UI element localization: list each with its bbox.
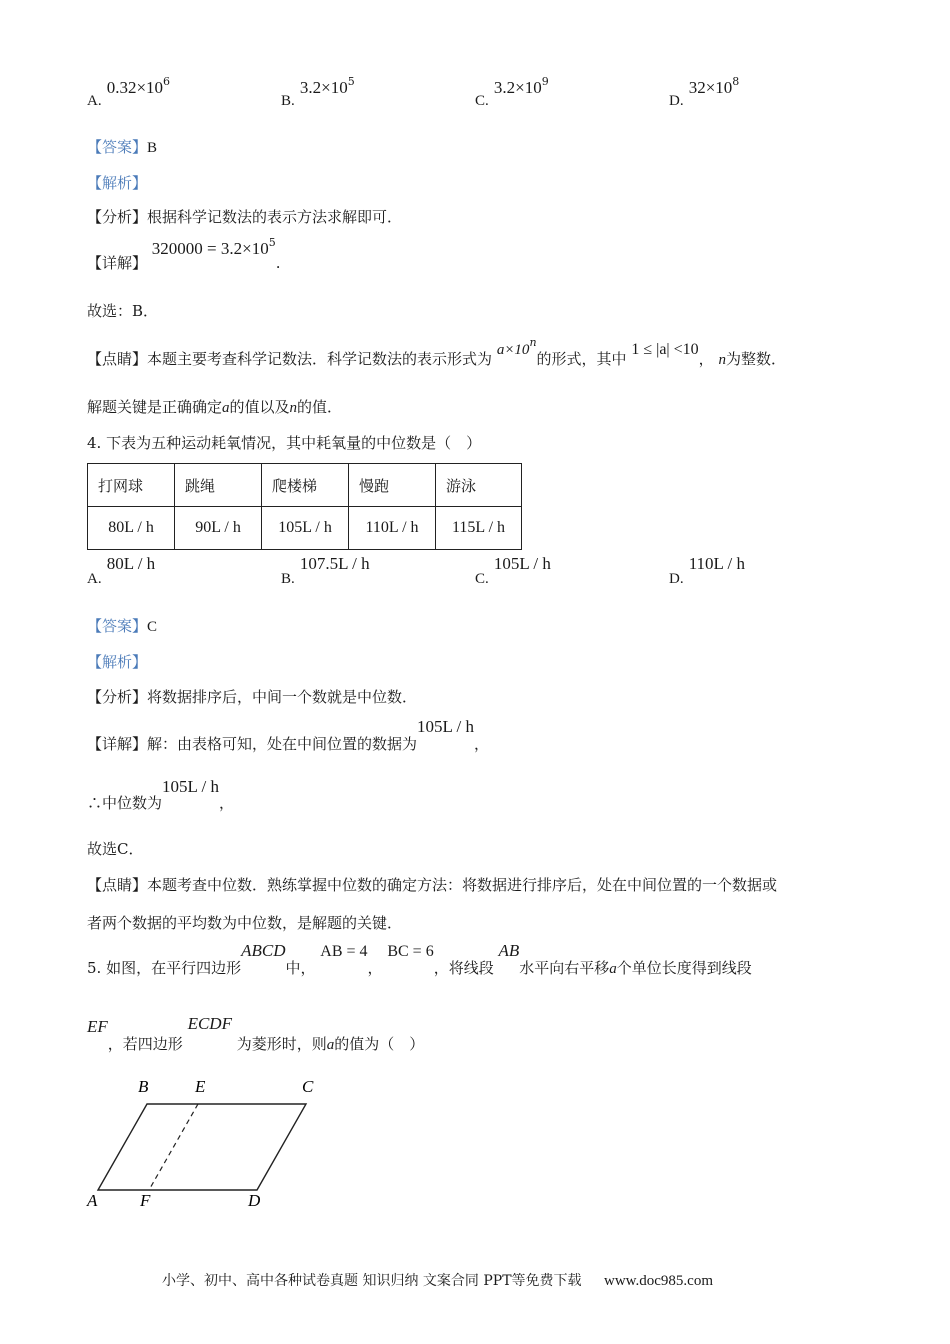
q4-option-b[interactable]	[281, 554, 370, 587]
table-cell: 110L / h	[349, 507, 436, 550]
q5-stem-line2	[87, 1014, 425, 1053]
var-a: a	[222, 400, 230, 416]
footer-text: 小学、初中、高中各种试卷真题 知识归纳 文案合同 PPT等免费下载	[162, 1273, 582, 1289]
label-d: D	[248, 1191, 261, 1210]
table-header-row	[88, 464, 522, 507]
parallelogram-abcd	[98, 1104, 306, 1190]
option-letter: C.	[475, 571, 489, 587]
option-exponent: 9	[541, 75, 549, 88]
option-value: 105L / h	[493, 554, 551, 573]
parallelogram-name: ABCD	[241, 941, 286, 960]
segment-ef-dashed	[149, 1104, 198, 1190]
footer	[162, 1270, 713, 1290]
q4-xiangjie	[87, 716, 490, 753]
stem-text: 5. 如图，在平行四边形	[87, 959, 242, 977]
table-header-cell: 跳绳	[175, 464, 262, 507]
q4-option-a[interactable]	[87, 554, 156, 587]
q4-therefore	[87, 776, 235, 812]
q4-option-d[interactable]	[669, 554, 746, 587]
stem-text: 水平向右平移	[519, 959, 610, 977]
dianjing-text: 解题关键是正确确定	[87, 398, 223, 416]
therefore-text: ∴中位数为	[87, 794, 163, 812]
comma: ，	[474, 735, 490, 753]
q3-dianjing-line2	[87, 396, 342, 417]
dianjing-text: 本题考查中位数．熟练掌握中位数的确定方法：将数据进行排序后，处在中间位置的一个数据或	[147, 876, 778, 894]
period: .	[275, 254, 281, 272]
option-value: 110L / h	[688, 554, 746, 573]
footer-link[interactable]: www.doc985.com	[603, 1273, 713, 1289]
stem-text: 的值为（ ）	[334, 1035, 425, 1053]
option-value: 80L / h	[106, 554, 156, 573]
option-mantissa: 3.2	[493, 78, 516, 97]
q4-dianjing-line2: 者两个数据的平均数为中位数，是解题的关键．	[87, 914, 403, 932]
ab-equation: AB = 4	[320, 943, 368, 960]
option-letter: D.	[669, 571, 684, 587]
bc-equation: BC = 6	[387, 943, 434, 960]
dianjing-label: 【点睛】	[87, 876, 148, 894]
dianjing-text: 为整数．	[725, 350, 786, 368]
var-a: a	[326, 1037, 335, 1053]
q4-analysis-label: 【解析】	[87, 653, 148, 671]
answer-label: 【答案】	[87, 617, 148, 635]
q4-table	[87, 463, 522, 550]
table-row	[88, 507, 522, 550]
q3-option-d[interactable]: D. $32\times 10^8$	[669, 75, 740, 109]
sci-notation-form: a×10	[496, 342, 530, 358]
comma: ，	[367, 959, 383, 977]
dianjing-text: 的值以及	[229, 398, 290, 416]
xiangjie-exponent: 5	[268, 236, 276, 249]
table-header-cell: 打网球	[88, 464, 175, 507]
table-cell: 105L / h	[262, 507, 349, 550]
xiangjie-label: 【详解】	[87, 735, 148, 753]
stem-text: 中，	[285, 959, 316, 977]
xiangjie-label: 【详解】	[87, 254, 148, 272]
parallelogram-figure	[80, 1070, 340, 1220]
stem-text: ，将线段	[433, 959, 494, 977]
option-mantissa: 3.2	[299, 78, 322, 97]
var-n: n	[289, 400, 298, 416]
fenxi-text: 根据科学记数法的表示方法求解即可．	[147, 208, 403, 226]
table-cell: 115L / h	[436, 507, 522, 550]
q5-stem-line1	[87, 940, 752, 977]
q3-option-b[interactable]: B. $3.2\times 10^5$	[281, 75, 355, 109]
therefore-value: 105L / h	[162, 777, 219, 796]
answer-value: B	[147, 140, 158, 156]
label-e: E	[195, 1077, 206, 1096]
option-letter: A.	[87, 571, 102, 587]
q4-stem: 4. 下表为五种运动耗氧情况，其中耗氧量的中位数是（ ）	[87, 434, 482, 452]
dianjing-text: 的值．	[297, 398, 343, 416]
answer-value: C	[147, 619, 158, 635]
comma: ，	[219, 794, 235, 812]
table-header-cell: 爬楼梯	[262, 464, 349, 507]
segment-ef: EF	[87, 1017, 108, 1036]
rhombus-name: ECDF	[187, 1014, 232, 1033]
q4-conclusion: 故选C．	[87, 840, 144, 858]
option-letter: C.	[475, 93, 489, 109]
option-letter: D.	[669, 93, 684, 109]
q3-xiangjie	[87, 236, 281, 272]
label-f: F	[140, 1191, 151, 1210]
option-letter: B.	[281, 93, 295, 109]
stem-text: 个单位长度得到线段	[616, 959, 752, 977]
q3-dianjing	[87, 336, 786, 368]
var-n: n	[718, 352, 726, 368]
label-a: A	[87, 1191, 98, 1210]
fenxi-text: 将数据排序后，中间一个数就是中位数．	[147, 688, 418, 706]
q3-fenxi	[87, 206, 402, 227]
q3-option-c[interactable]: C. $3.2\times 10^9$	[475, 75, 549, 109]
xiangjie-text: 解：由表格可知，处在中间位置的数据为	[147, 735, 418, 753]
q3-conclusion: 故选：B．	[87, 302, 159, 320]
label-b: B	[138, 1077, 149, 1096]
dianjing-text: 的形式，其中	[536, 350, 627, 368]
option-value: 107.5L / h	[299, 554, 370, 573]
table-header-cell: 游泳	[436, 464, 522, 507]
dianjing-label: 【点睛】	[87, 350, 148, 368]
xiangjie-math: 320000 = 3.2×10	[151, 239, 269, 258]
option-exponent: 8	[732, 75, 740, 88]
q3-analysis-label: 【解析】	[87, 174, 148, 192]
option-letter: A.	[87, 93, 102, 109]
comma: ，	[698, 350, 714, 368]
answer-label: 【答案】	[87, 138, 148, 156]
segment-ab: AB	[498, 941, 520, 960]
q4-fenxi	[87, 686, 417, 707]
q3-option-a[interactable]: A. $0.32\times 10^6$	[87, 75, 171, 109]
var-a: a	[609, 961, 617, 977]
option-exponent: 6	[163, 75, 171, 88]
sci-notation-exp: n	[529, 336, 537, 349]
option-letter: B.	[281, 571, 295, 587]
q4-option-c[interactable]	[475, 554, 551, 587]
label-c: C	[302, 1077, 314, 1096]
xiangjie-value: 105L / h	[417, 717, 475, 736]
option-mantissa: 0.32	[106, 78, 137, 97]
table-cell: 90L / h	[175, 507, 262, 550]
fenxi-label: 【分析】	[87, 688, 148, 706]
fenxi-label: 【分析】	[87, 208, 148, 226]
q4-answer	[87, 615, 157, 636]
table-header-cell: 慢跑	[349, 464, 436, 507]
inequality: 1 ≤ |a| <10	[631, 341, 699, 358]
stem-text: 为菱形时，则	[236, 1035, 327, 1053]
table-cell: 80L / h	[88, 507, 175, 550]
dianjing-text: 本题主要考查科学记数法．科学记数法的表示形式为	[147, 350, 493, 368]
q4-dianjing	[87, 874, 777, 895]
stem-text: ，若四边形	[107, 1035, 183, 1053]
option-mantissa: 32	[688, 78, 706, 97]
option-exponent: 5	[347, 75, 355, 88]
q3-answer	[87, 136, 157, 157]
